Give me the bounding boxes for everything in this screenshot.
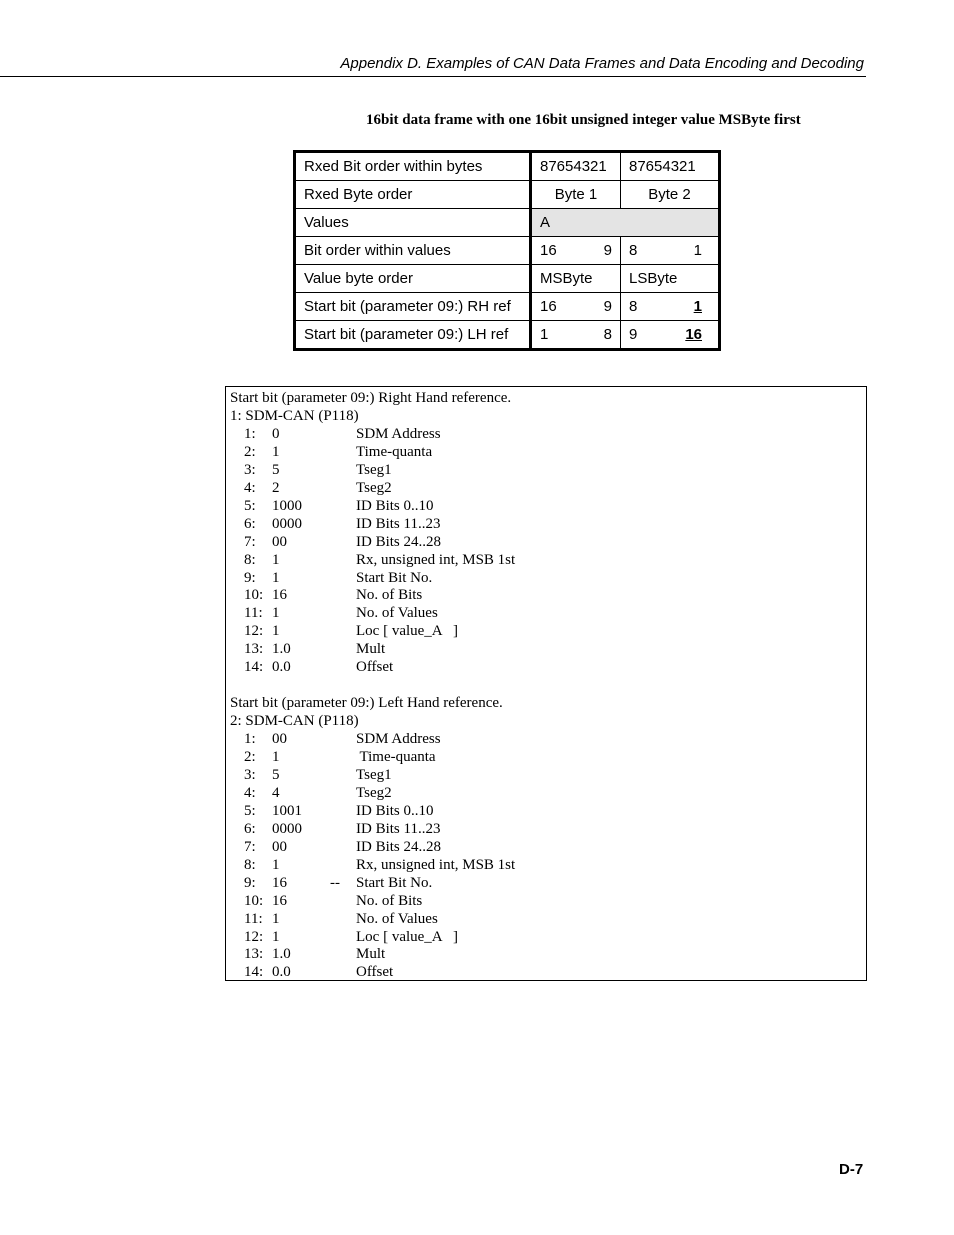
param-number: 11: (244, 605, 263, 622)
param-description: Mult (356, 946, 386, 963)
bit-end: 1 (693, 242, 702, 259)
byte2-cell: LSByte (621, 265, 720, 293)
byte1-cell: Byte 1 (531, 181, 621, 209)
param-description: ID Bits 11..23 (356, 515, 441, 532)
param-number: 12: (244, 623, 264, 640)
param-value: 00 (272, 731, 287, 748)
byte1-cell (531, 293, 621, 321)
param-description: No. of Values (356, 605, 438, 622)
param-value: 5 (272, 766, 280, 783)
param-value: 1 (272, 551, 280, 568)
bit-end: 8 (603, 326, 612, 343)
byte2-cell (621, 321, 720, 350)
byte1-cell (531, 237, 621, 265)
param-description: SDM Address (356, 731, 441, 748)
param-value: 0000 (272, 515, 302, 532)
param-value: 00 (272, 838, 287, 855)
param-value: 2 (272, 479, 280, 496)
start-bit-marker: 1 (693, 298, 702, 315)
param-number: 13: (244, 641, 264, 658)
param-description: Loc [ value_A ] (356, 623, 459, 640)
bit-start: 8 (629, 298, 638, 315)
param-number: 14: (244, 659, 264, 676)
table-row (295, 265, 720, 293)
row-label: Bit order within values (295, 237, 531, 265)
param-description: Rx, unsigned int, MSB 1st (356, 856, 516, 873)
param-number: 8: (244, 551, 256, 568)
param-description: Tseg1 (356, 461, 392, 478)
param-value: 0000 (272, 820, 302, 837)
byte1-cell: MSByte (531, 265, 621, 293)
param-number: 8: (244, 856, 256, 873)
param-number: 5: (244, 802, 256, 819)
param-number: 7: (244, 533, 256, 550)
value-cell: A (531, 209, 720, 237)
param-value: 1 (272, 928, 280, 945)
param-value: 1.0 (272, 641, 291, 658)
table-row (295, 321, 720, 350)
param-number: 12: (244, 928, 264, 945)
param-number: 7: (244, 838, 256, 855)
param-number: 10: (244, 892, 264, 909)
param-description: Start Bit No. (356, 569, 433, 586)
param-description: Rx, unsigned int, MSB 1st (356, 551, 516, 568)
param-value: 4 (272, 784, 280, 801)
param-value: 1 (272, 623, 280, 640)
table-row (295, 152, 720, 181)
param-description: Offset (356, 659, 394, 676)
param-description: ID Bits 24..28 (356, 838, 442, 855)
param-description: Tseg1 (356, 766, 392, 783)
program-listing (225, 386, 867, 981)
param-number: 1: (244, 731, 256, 748)
byte1-cell: 87654321 (531, 152, 621, 181)
param-description: Tseg2 (356, 784, 392, 801)
param-description: No. of Bits (356, 892, 423, 909)
param-number: 2: (244, 749, 256, 765)
byte2-cell: 87654321 (621, 152, 720, 181)
row-label: Rxed Bit order within bytes (295, 152, 531, 181)
param-number: 3: (244, 461, 256, 478)
param-description: Time-quanta (356, 443, 433, 460)
table-caption: 16bit data frame with one 16bit unsigned integer value MSByte first (366, 112, 801, 128)
row-label: Start bit (parameter 09:) LH ref (295, 321, 531, 350)
row-label: Value byte order (295, 265, 531, 293)
param-description: Tseg2 (356, 479, 392, 496)
row-label: Values (295, 209, 531, 237)
bit-end: 9 (603, 242, 612, 259)
param-description: Time-quanta (356, 749, 436, 765)
row-label: Start bit (parameter 09:) RH ref (295, 293, 531, 321)
table-row (295, 293, 720, 321)
row-label: Rxed Byte order (295, 181, 531, 209)
param-value: 1.0 (272, 946, 291, 963)
param-number: 14: (244, 964, 264, 981)
param-description: Start Bit No. (356, 874, 433, 891)
param-number: 10: (244, 587, 264, 604)
byte2-cell: Byte 2 (621, 181, 720, 209)
param-number: 3: (244, 766, 256, 783)
param-number: 11: (244, 910, 263, 927)
param-note: -- (330, 874, 340, 891)
param-value: 1000 (272, 497, 302, 514)
param-value: 00 (272, 533, 287, 550)
param-description: Offset (356, 964, 394, 981)
param-number: 2: (244, 443, 256, 460)
param-description: ID Bits 24..28 (356, 533, 442, 550)
param-number: 6: (244, 820, 256, 837)
param-value: 1001 (272, 802, 302, 819)
param-value: 1 (272, 749, 280, 765)
param-value: 0.0 (272, 964, 291, 981)
param-description: ID Bits 0..10 (356, 802, 434, 819)
bit-end: 9 (603, 298, 612, 315)
param-description: No. of Values (356, 910, 438, 927)
instruction-line: 1: SDM-CAN (P118) (230, 407, 359, 424)
param-description: ID Bits 0..10 (356, 497, 434, 514)
header-rule (0, 76, 866, 77)
param-description: No. of Bits (356, 587, 423, 604)
param-value: 16 (272, 892, 287, 909)
param-value: 0.0 (272, 659, 291, 676)
param-description: Loc [ value_A ] (356, 928, 459, 945)
param-value: 1 (272, 910, 280, 927)
data-frame-table (293, 150, 721, 351)
bit-start: 8 (629, 242, 638, 259)
param-value: 0 (272, 425, 280, 442)
bit-start: 9 (629, 326, 638, 343)
table-row (295, 181, 720, 209)
running-header: Appendix D. Examples of CAN Data Frames and Data Encoding and Decoding (340, 55, 864, 72)
byte1-cell (531, 321, 621, 350)
param-description: SDM Address (356, 425, 441, 442)
bit-start: 1 (540, 326, 549, 343)
byte2-cell (621, 237, 720, 265)
section-heading: Start bit (parameter 09:) Right Hand reference. (230, 390, 512, 406)
param-number: 13: (244, 946, 264, 963)
start-bit-marker: 16 (685, 326, 702, 343)
table-row (295, 237, 720, 265)
bit-start: 16 (540, 242, 557, 259)
param-number: 1: (244, 425, 256, 442)
param-description: Mult (356, 641, 386, 658)
bit-start: 16 (540, 298, 557, 315)
param-value: 1 (272, 605, 280, 622)
page-number: D-7 (839, 1161, 864, 1178)
table-row (295, 209, 720, 237)
section-heading: Start bit (parameter 09:) Left Hand reference. (230, 695, 503, 712)
param-value: 1 (272, 443, 280, 460)
param-number: 4: (244, 784, 256, 801)
param-value: 16 (272, 874, 287, 891)
param-value: 16 (272, 587, 287, 604)
param-description: ID Bits 11..23 (356, 820, 441, 837)
param-number: 5: (244, 497, 256, 514)
param-value: 5 (272, 461, 280, 478)
byte2-cell (621, 293, 720, 321)
param-value: 1 (272, 569, 280, 586)
param-number: 6: (244, 515, 256, 532)
param-number: 9: (244, 874, 256, 891)
instruction-line: 2: SDM-CAN (P118) (230, 713, 359, 730)
param-value: 1 (272, 856, 280, 873)
param-number: 9: (244, 569, 256, 586)
param-number: 4: (244, 479, 256, 496)
